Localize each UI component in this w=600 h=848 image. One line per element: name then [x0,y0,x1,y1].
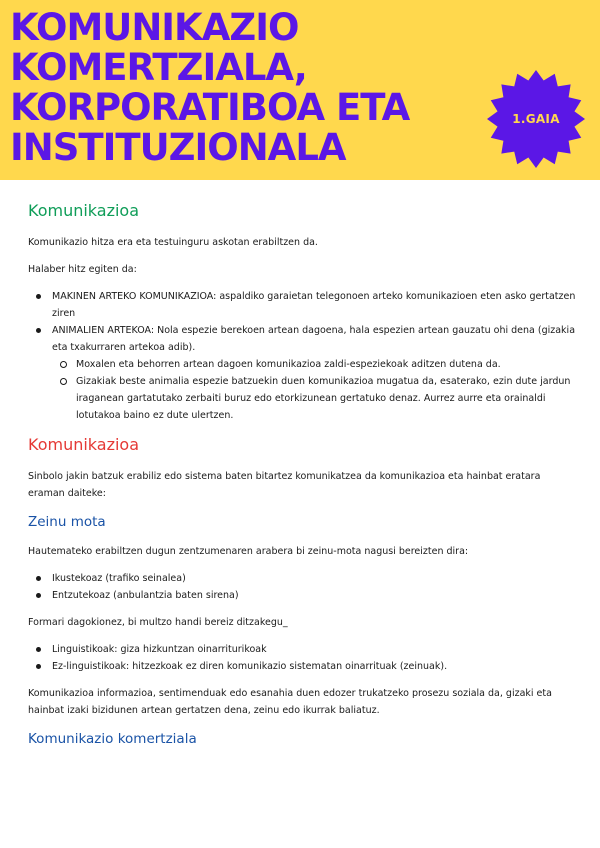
subheading-zeinu-mota: Zeinu mota [28,514,106,530]
header-banner [0,0,600,180]
paragraph: Halaber hitz egiten da: [28,264,137,275]
title-line-2: KOMERTZIALA, [10,46,307,89]
badge-label: 1.GAIA [512,112,560,126]
document-body [28,200,576,760]
section-heading-komunikazioa-2: Komunikazioa [28,435,140,454]
title-line-1: KOMUNIKAZIO [10,6,299,49]
bullet-list [28,288,576,424]
title-line-3: KORPORATIBOA ETA [10,86,410,129]
list-item: Entzutekoaz (anbulantzia baten sirena) [28,587,576,604]
paragraph: Sinbolo jakin batzuk erabiliz edo sistema baten bitartez komunikatzea da komunikazioa eta hainbat eratara eraman daiteke: [28,471,541,499]
list-item: Ez-linguistikoak: hitzezkoak ez diren komunikazio sistematan oinarrituak (zeinuak). [28,658,576,675]
bullet-list [28,641,576,675]
paragraph: Komunikazio hitza era eta testuinguru askotan erabiltzen da. [28,237,318,248]
list-item: MAKINEN ARTEKO KOMUNIKAZIOA: aspaldiko garaietan telegonoen arteko komunikazioen eten asko gertatzen ziren [28,288,576,322]
paragraph: Hautemateko erabiltzen dugun zentzumenaren arabera bi zeinu-mota nagusi bereizten dira: [28,546,469,557]
paragraph: Formari dagokionez, bi multzo handi bereiz ditzakegu_ [28,617,288,628]
chapter-badge [487,70,585,168]
list-item: Linguistikoak: giza hizkuntzan oinarriturikoak [28,641,576,658]
sub-list-item: Moxalen eta behorren artean dagoen komunikazioa zaldi-espeziekoak aditzen dutena da. [52,356,576,373]
section-heading-komunikazioa: Komunikazioa [28,201,140,220]
page-title [10,8,480,168]
title-line-4: INSTITUZIONALA [10,126,346,169]
sub-bullet-list [52,356,576,424]
list-item [28,322,576,424]
bullet-list [28,570,576,604]
subheading-komunikazio-komertziala: Komunikazio komertziala [28,731,197,747]
list-item-text: ANIMALIEN ARTEKOA: Nola espezie berekoen artean dagoena, hala espezien artean gauzatu ohi dena (gizakia eta txakurraren artekoa adib). [52,325,576,353]
paragraph: Komunikazioa informazioa, sentimenduak edo esanahia duen edozer trukatzeko prosezu soziala da, gizaki eta hainbat izaki bizidunen artean gertatzen dena, zeinu edo ikurrak baliatuz. [28,688,552,716]
sub-list-item: Gizakiak beste animalia espezie batzuekin duen komunikazioa mugatua da, esaterako, ezin dute jardun iraganean gartatutako zerbaiti buruz edo etorkizunean gertatuko denaz. Aurrez aurre eta orainaldi lotutakoa baino ez dute ulertzen. [52,373,576,424]
list-item: Ikustekoaz (trafiko seinalea) [28,570,576,587]
